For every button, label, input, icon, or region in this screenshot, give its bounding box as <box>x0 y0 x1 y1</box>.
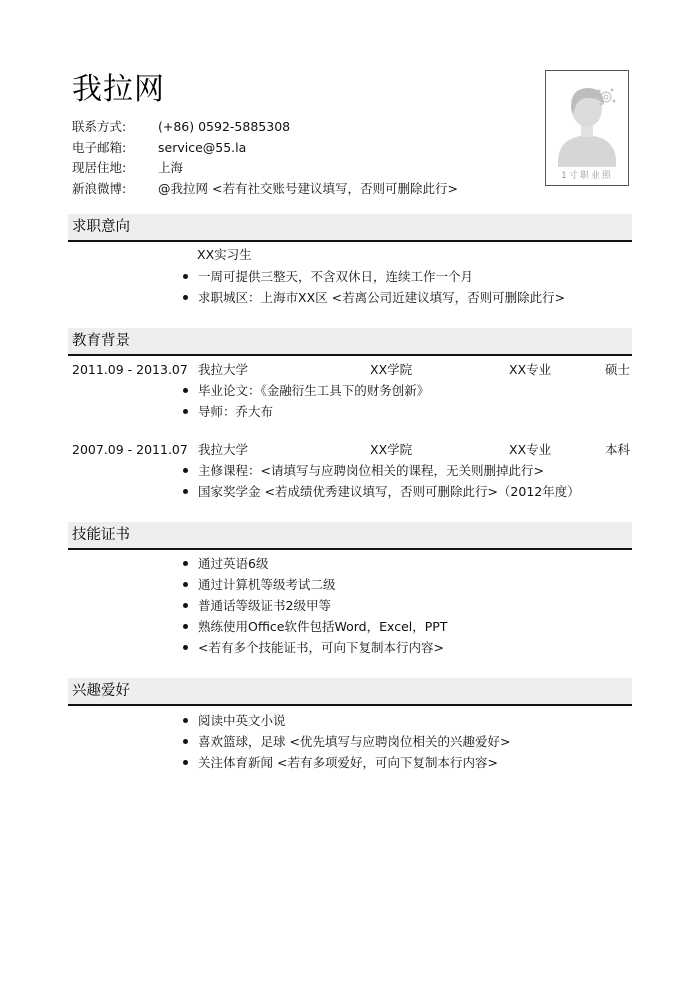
section-header-hobbies <box>68 678 632 706</box>
intent-list <box>180 266 565 308</box>
contact-label: 电子邮箱: <box>72 140 127 155</box>
list-item: 导师：乔大布 <box>180 401 429 422</box>
section-header-skills <box>68 522 632 550</box>
list-item: 喜欢篮球，足球 <优先填写与应聘岗位相关的兴趣爱好> <box>180 731 510 752</box>
contact-email: service@55.la <box>158 140 247 155</box>
edu-major: XX专业 <box>509 362 552 377</box>
photo-caption: 1寸职业照 <box>561 171 613 181</box>
edu-school: 我拉大学 <box>198 442 249 457</box>
contact-phone-row <box>72 118 290 136</box>
edu-major: XX专业 <box>509 442 552 457</box>
list-item: 通过英语6级 <box>180 553 447 574</box>
profile-photo <box>545 70 629 186</box>
edu-college: XX学院 <box>370 362 413 377</box>
section-title: 求职意向 <box>72 219 130 235</box>
hobbies-list <box>180 710 510 773</box>
contact-label: 联系方式: <box>72 119 127 134</box>
edu-college: XX学院 <box>370 442 413 457</box>
contact-weibo-row <box>72 180 458 198</box>
edu-degree: 硕士 <box>604 362 630 377</box>
list-item: 一周可提供三整天，不含双休日，连续工作一个月 <box>180 266 565 287</box>
list-item: <若有多个技能证书，可向下复制本行内容> <box>180 637 447 658</box>
contact-weibo: @我拉网 <若有社交账号建议填写，否则可删除此行> <box>158 181 458 196</box>
education-entry <box>72 441 630 459</box>
list-item: 阅读中英文小说 <box>180 710 510 731</box>
contact-label: 新浪微博: <box>72 181 127 196</box>
list-item: 熟练使用Office软件包括Word，Excel，PPT <box>180 616 447 637</box>
contact-email-row <box>72 139 246 157</box>
section-title: 技能证书 <box>72 527 130 543</box>
section-title: 兴趣爱好 <box>72 683 130 699</box>
education-detail-list <box>180 380 429 422</box>
education-detail-list <box>180 460 580 502</box>
list-item: 普通话等级证书2级甲等 <box>180 595 447 616</box>
contact-location: 上海 <box>158 160 184 175</box>
edu-date: 2011.09 - 2013.07 <box>72 362 188 377</box>
contact-label: 现居住地: <box>72 160 127 175</box>
contact-phone: (+86) 0592-5885308 <box>158 119 291 134</box>
section-header-intent <box>68 214 632 242</box>
list-item: 主修课程：<请填写与应聘岗位相关的课程，无关则删掉此行> <box>180 460 580 481</box>
education-entry <box>72 361 630 379</box>
job-position: XX实习生 <box>197 247 252 262</box>
list-item: 毕业论文：《金融衍生工具下的财务创新》 <box>180 380 429 401</box>
list-item: 通过计算机等级考试二级 <box>180 574 447 595</box>
section-title: 教育背景 <box>72 333 130 349</box>
edu-school: 我拉大学 <box>198 362 249 377</box>
edu-date: 2007.09 - 2011.07 <box>72 442 188 457</box>
skills-list <box>180 553 447 658</box>
contact-location-row <box>72 159 183 177</box>
list-item: 求职城区：上海市XX区 <若离公司近建议填写，否则可删除此行> <box>180 287 565 308</box>
list-item: 关注体育新闻 <若有多项爱好，可向下复制本行内容> <box>180 752 510 773</box>
section-header-education <box>68 328 632 356</box>
list-item: 国家奖学金 <若成绩优秀建议填写，否则可删除此行>（2012年度） <box>180 481 580 502</box>
edu-degree: 本科 <box>604 442 630 457</box>
resume-name: 我拉网 <box>72 72 165 107</box>
